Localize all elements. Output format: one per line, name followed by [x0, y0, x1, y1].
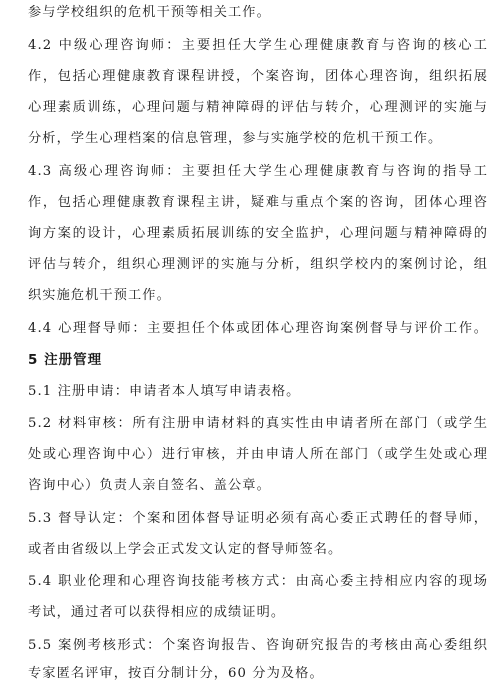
text-line: 5.4 职业伦理和心理咨询技能考核方式：由高心委主持相应内容的现场 [28, 574, 488, 589]
text-line: 5.1 注册申请：申请者本人填写申请表格。 [28, 384, 301, 399]
section-heading: 5 注册管理 [28, 352, 103, 368]
text-line: 专家匿名评审，按百分制计分，60 分为及格。 [28, 666, 324, 681]
text-line: 分析，学生心理档案的信息管理，参与实施学校的危机干预工作。 [28, 131, 443, 146]
text-line: 询方案的设计，心理素质拓展训练的安全监护，心理问题与精神障碍的 [28, 226, 488, 241]
text-line: 作，包括心理健康教育课程主讲，疑难与重点个案的咨询，团体心理咨 [28, 195, 488, 210]
text-line: 5.5 案例考核形式：个案咨询报告、咨询研究报告的考核由高心委组织 [28, 638, 488, 653]
text-line: 心理素质训练，心理问题与精神障碍的评估与转介，心理测评的实施与 [28, 100, 488, 115]
text-line: 咨询中心）负责人亲自签名、盖公章。 [28, 478, 271, 493]
text-line: 考试，通过者可以获得相应的成绩证明。 [28, 605, 286, 620]
text-line: 参与学校组织的危机干预等相关工作。 [28, 5, 271, 20]
text-line: 织实施危机干预工作。 [28, 288, 171, 303]
text-line: 5.2 材料审核：所有注册申请材料的真实性由申请者所在部门（或学生 [28, 416, 488, 431]
text-line: 处或心理咨询中心）进行审核，并由申请人所在部门（或学生处或心理 [28, 447, 488, 462]
text-line: 作，包括心理健康教育课程讲授，个案咨询，团体心理咨询，组织拓展 [28, 69, 488, 84]
text-line: 评估与转介，组织心理测评的实施与分析，组织学校内的案例讨论，组 [28, 257, 488, 272]
text-line: 或者由省级以上学会正式发文认定的督导师签名。 [28, 542, 343, 557]
text-line: 4.3 高级心理咨询师：主要担任大学生心理健康教育与咨询的指导工 [28, 164, 488, 179]
text-line: 5.3 督导认定：个案和团体督导证明必须有高心委正式聘任的督导师， [28, 511, 488, 526]
text-line: 4.2 中级心理咨询师：主要担任大学生心理健康教育与咨询的核心工 [28, 38, 488, 53]
text-line: 4.4 心理督导师：主要担任个体或团体心理咨询案例督导与评价工作。 [28, 321, 488, 336]
